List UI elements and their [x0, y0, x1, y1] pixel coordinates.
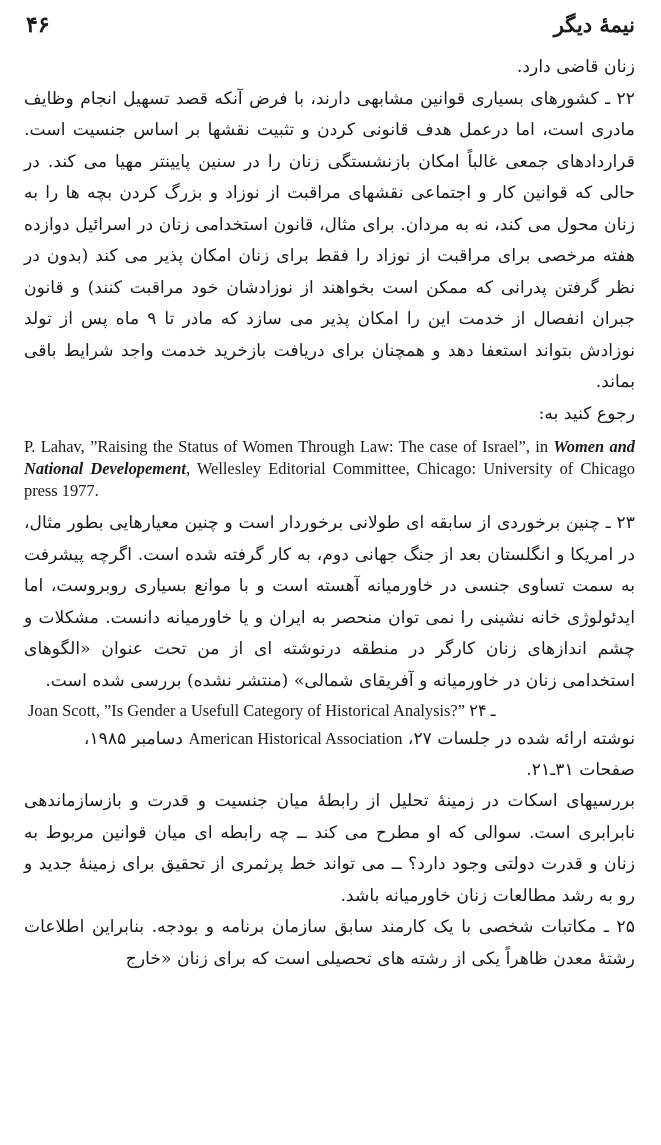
page-number: ۴۶: [26, 12, 50, 38]
note-22: ۲۲ ـ کشورهای بسیاری قوانین مشابهی دارند، با فرض آنکه قصد تسهیل انجام وظایف مادری است، اما درعمل هدف قانونی کردن و تثبیت نقشها بر اساس جنسیت است. قراردادهای جمعی غالباً امکان بازنشستگی زنان را در سنین پایینتر مهیا می کند. در حالی که قوانین کار و اجتماعی نقشهای مراقبت از نوزاد و بزرگ کردن بچه ها را به زنان محول می کند، نه به مردان. برای مثال، قانون استخدامی زنان در اسرائیل دوازده هفته مرخصی برای مراقبت از نوزاد را فقط برای زنان امکان پذیر می کند (بدون در نظر گرفتن پدرانی که ممکن است بخواهند از نوزادشان خود مراقبت کنند) و قانون جبران انفصال از خدمت این را امکان پذیر می سازد که مادر تا ۹ ماه پس از تولد نوزادش بتواند استعفا دهد و همچنان برای دریافت بازخرید خدمت واجد شرایط باقی بماند.: [24, 88, 635, 392]
page-body: [24, 52, 635, 975]
note-25: ۲۵ ـ مکاتبات شخصی با یک کارمند سابق سازمان برنامه و بودجه. بنابراین اطلاعات رشتهٔ معدن ظاهراً یکی از رشته های تحصیلی است که برای زنان «خارج: [24, 917, 635, 969]
note-23: ۲۳ ـ چنین برخوردی از سابقه ای طولانی برخوردار است و چنین معیارهایی بطور مثال، در امریکا و انگلستان بعد از جنگ جهانی دوم، به کار گرفته شده است. اگرچه پیشرفت به سمت تساوی جنسی در خاورمیانه آهسته است و با موانع بسیاری روبروست، اما ایدئولوژی خانه نشینی را نمی توان منحصر به ایران و یا خاورمیانه دانست. مشکلات و چشم اندازهای زنان کارگر در منطقه درنوشته ای از من تحت عنوان «الگوهای استخدامی زنان در خاورمیانه و آفریقای شمالی» (منتشر نشده) بررسی شده است.: [24, 513, 635, 691]
running-title: نیمهٔ دیگر: [553, 12, 635, 37]
reference-lahav-title: Women and National Developement: [24, 437, 635, 478]
see-also-label: رجوع کنید به:: [538, 403, 635, 424]
note-24-reference: [28, 699, 635, 723]
reference-lahav-pre: P. Lahav, ”Raising the Status of Women Through Law: The case of Israel”, in: [24, 437, 554, 456]
reference-lahav: [24, 436, 635, 502]
note-24-source: [24, 723, 635, 786]
note-24-number: ـ ۲۴: [469, 701, 496, 720]
reference-lahav-post: , Wellesley Editorial Committee, Chicago: University of Chicago press 1977.: [24, 459, 635, 500]
paragraph-continuation: زنان قاضی دارد.: [516, 57, 635, 77]
note-24-source-org: American Historical Association: [188, 729, 403, 748]
reference-scott: Joan Scott, ”Is Gender a Usefull Category of Historical Analysis?”: [28, 701, 465, 720]
note-24-source-post: ،۲۷ دسامبر ۱۹۸۵، صفحات ۳۱ـ۲۱.: [83, 729, 635, 780]
note-24-body: بررسیهای اسکات در زمینهٔ تحلیل از رابطهٔ میان جنسیت و قدرت و بازسازماندهی نابرابری است. سوالی که او مطرح می کند ــ چه رابطه ای میان قوانین مربوط به زنان و قدرت دولتی وجود دارد؟ ــ می تواند خط پرثمری از تحقیق برای زمینهٔ جدید و رو به رشد مطالعات زنان خاورمیانه باشد.: [24, 791, 635, 906]
note-24-source-pre: نوشته ارائه شده در جلسات: [431, 729, 635, 749]
page-header: [26, 10, 635, 46]
